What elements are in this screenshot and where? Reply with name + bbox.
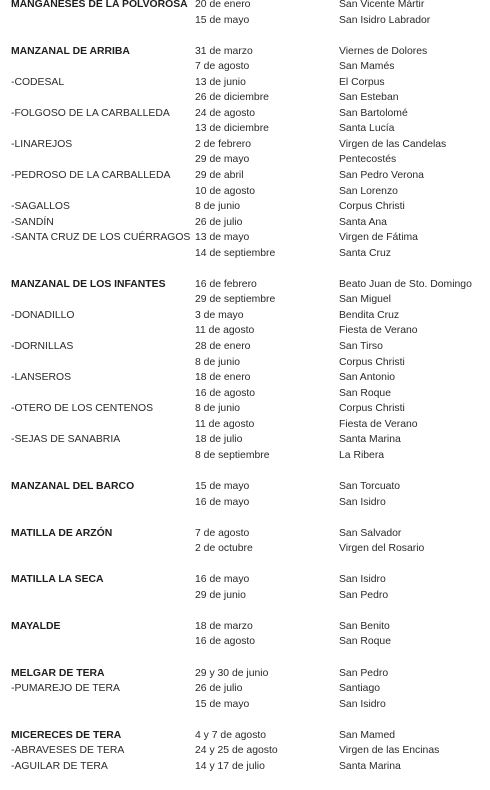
festival-date: 15 de mayo: [195, 14, 250, 26]
table-row: [0, 697, 490, 713]
festival-date: 13 de diciembre: [195, 123, 269, 135]
festival-name: San Pedro: [339, 667, 389, 679]
place-name: -LANSEROS: [11, 372, 72, 384]
festival-date: 29 de septiembre: [195, 294, 276, 306]
festival-name: San Salvador: [339, 527, 402, 539]
festival-date: 10 de agosto: [195, 185, 256, 197]
festival-date: 20 de enero: [195, 0, 251, 10]
table-row: [0, 743, 490, 759]
table-row: [0, 432, 490, 448]
festival-name: San Torcuato: [339, 480, 401, 492]
table-row: [0, 184, 490, 200]
section-spacer: [0, 603, 490, 619]
festival-name: San Roque: [339, 636, 391, 648]
table-row: [0, 495, 490, 511]
table-row: [0, 386, 490, 402]
table-row: [0, 230, 490, 246]
festival-name: Santiago: [339, 683, 381, 695]
place-name: -OTERO DE LOS CENTENOS: [11, 403, 154, 415]
festival-date: 26 de diciembre: [195, 92, 269, 104]
festival-name: Corpus Christi: [339, 403, 405, 415]
festival-date: 14 y 17 de julio: [195, 760, 265, 772]
festival-date: 4 y 7 de agosto: [195, 729, 267, 741]
festival-date: 24 y 25 de agosto: [195, 745, 278, 757]
festival-name: El Corpus: [339, 76, 385, 88]
table-row: [0, 728, 490, 744]
festival-name: Virgen de Fátima: [339, 232, 418, 244]
festival-name: Corpus Christi: [339, 356, 405, 368]
place-name: -SANDÍN: [11, 216, 54, 228]
festival-date: 7 de agosto: [195, 61, 250, 73]
place-name: -SAGALLOS: [11, 201, 70, 213]
festival-name: Bendita Cruz: [339, 309, 400, 321]
festival-name: Santa Marina: [339, 434, 401, 446]
festival-name: San Isidro: [339, 496, 386, 508]
festival-date: 24 de agosto: [195, 107, 256, 119]
table-row: [0, 401, 490, 417]
festival-date: 29 de abril: [195, 170, 244, 182]
place-name: -DORNILLAS: [11, 341, 74, 353]
festival-date: 2 de febrero: [195, 138, 252, 150]
festival-name: Virgen del Rosario: [339, 543, 425, 555]
festival-name: Pentecostés: [339, 154, 397, 166]
festival-name: Santa Cruz: [339, 247, 391, 259]
place-name: MAYALDE: [11, 620, 61, 632]
festival-name: San Pedro Verona: [339, 170, 424, 182]
festival-name: La Ribera: [339, 449, 385, 461]
place-name: MANZANAL DEL BARCO: [11, 480, 135, 492]
place-name: MATILLA DE ARZÓN: [11, 527, 113, 539]
festival-name: San Benito: [339, 620, 390, 632]
festival-name: San Lorenzo: [339, 185, 398, 197]
table-row: [0, 121, 490, 137]
table-row: [0, 355, 490, 371]
table-row: [0, 59, 490, 75]
festival-date: 29 y 30 de junio: [195, 667, 269, 679]
section-spacer: [0, 28, 490, 44]
festival-date: 16 de mayo: [195, 574, 250, 586]
festival-name: San Isidro Labrador: [339, 14, 431, 26]
place-name: MANGANESES DE LA POLVOROSA: [11, 0, 188, 10]
festival-date: 18 de marzo: [195, 620, 253, 632]
table-row: [0, 417, 490, 433]
section-spacer: [0, 557, 490, 573]
place-name: -AGUILAR DE TERA: [11, 760, 108, 772]
festival-name: Fiesta de Verano: [339, 325, 418, 337]
section-spacer: [0, 463, 490, 479]
festival-name: Santa Ana: [339, 216, 387, 228]
festival-date: 8 de junio: [195, 201, 241, 213]
festival-date: 16 de agosto: [195, 387, 256, 399]
table-row: [0, 323, 490, 339]
table-row: [0, 339, 490, 355]
table-row: [0, 308, 490, 324]
festival-date: 18 de enero: [195, 372, 251, 384]
festival-name: San Mamed: [339, 729, 396, 741]
festival-name: San Roque: [339, 387, 391, 399]
festival-name: Viernes de Dolores: [339, 45, 428, 57]
festival-name: Santa Marina: [339, 760, 401, 772]
festival-date: 29 de junio: [195, 589, 246, 601]
table-row: [0, 588, 490, 604]
table-row: [0, 277, 490, 293]
section-spacer: [0, 650, 490, 666]
table-row: [0, 370, 490, 386]
table-row: [0, 137, 490, 153]
place-name: MATILLA LA SECA: [11, 574, 104, 586]
table-row: [0, 75, 490, 91]
table-row: [0, 13, 490, 29]
festival-name: Fiesta de Verano: [339, 418, 418, 430]
festival-date: 26 de julio: [195, 683, 243, 695]
place-name: MANZANAL DE ARRIBA: [11, 45, 130, 57]
place-name: MELGAR DE TERA: [11, 667, 105, 679]
table-row: [0, 90, 490, 106]
festival-date: 8 de junio: [195, 403, 241, 415]
festival-name: San Pedro: [339, 589, 389, 601]
place-name: MANZANAL DE LOS INFANTES: [11, 278, 166, 290]
section-spacer: [0, 510, 490, 526]
table-row: [0, 759, 490, 775]
festival-date: 15 de mayo: [195, 480, 250, 492]
festival-name: San Esteban: [339, 92, 399, 104]
festival-date: 29 de mayo: [195, 154, 250, 166]
festival-date: 16 de febrero: [195, 278, 257, 290]
festival-name: San Vicente Mártir: [339, 0, 425, 10]
table-row: [0, 152, 490, 168]
festival-name: San Mamés: [339, 61, 395, 73]
festival-date: 31 de marzo: [195, 45, 253, 57]
festival-date: 11 de agosto: [195, 418, 255, 430]
table-row: [0, 681, 490, 697]
festival-name: San Antonio: [339, 372, 396, 384]
festival-name: Virgen de las Encinas: [339, 745, 440, 757]
festival-date: 16 de mayo: [195, 496, 250, 508]
festival-date: 8 de septiembre: [195, 449, 270, 461]
place-name: -LINAREJOS: [11, 138, 73, 150]
place-name: -DONADILLO: [11, 309, 75, 321]
table-row: [0, 44, 490, 60]
place-name: -PEDROSO DE LA CARBALLEDA: [11, 170, 171, 182]
place-name: -ABRAVESES DE TERA: [11, 745, 125, 757]
festival-date: 7 de agosto: [195, 527, 250, 539]
table-row: [0, 199, 490, 215]
table-row: [0, 292, 490, 308]
table-row: [0, 168, 490, 184]
festival-name: Virgen de las Candelas: [339, 138, 447, 150]
table-row: [0, 246, 490, 262]
festival-name: Santa Lucía: [339, 123, 395, 135]
table-row: [0, 619, 490, 635]
festival-name: Beato Juan de Sto. Domingo: [339, 278, 472, 290]
place-name: -SEJAS DE SANABRIA: [11, 434, 121, 446]
table-row: [0, 572, 490, 588]
table-row: [0, 634, 490, 650]
place-name: -SANTA CRUZ DE LOS CUÉRRAGOS: [11, 232, 191, 244]
festival-name: Corpus Christi: [339, 201, 405, 213]
place-name: -CODESAL: [11, 76, 65, 88]
festival-date: 2 de octubre: [195, 543, 253, 555]
table-row: [0, 215, 490, 231]
festival-date: 13 de junio: [195, 76, 246, 88]
festival-date: 8 de junio: [195, 356, 241, 368]
festival-date: 13 de mayo: [195, 232, 250, 244]
section-spacer: [0, 261, 490, 277]
festival-date: 18 de julio: [195, 434, 243, 446]
table-row: [0, 0, 490, 13]
festival-name: San Tirso: [339, 341, 383, 353]
place-name: -FOLGOSO DE LA CARBALLEDA: [11, 107, 170, 119]
festival-date: 28 de enero: [195, 341, 251, 353]
place-name: -PUMAREJO DE TERA: [11, 683, 120, 695]
table-row: [0, 106, 490, 122]
place-name: MICERECES DE TERA: [11, 729, 122, 741]
festival-date: 26 de julio: [195, 216, 243, 228]
table-row: [0, 479, 490, 495]
section-spacer: [0, 712, 490, 728]
festival-date: 15 de mayo: [195, 698, 250, 710]
table-row: [0, 526, 490, 542]
festival-date: 3 de mayo: [195, 309, 244, 321]
festival-name: San Isidro: [339, 698, 386, 710]
table-row: [0, 541, 490, 557]
festival-name: San Isidro: [339, 574, 386, 586]
table-row: [0, 666, 490, 682]
festival-name: San Miguel: [339, 294, 391, 306]
table-row: [0, 448, 490, 464]
festival-date: 11 de agosto: [195, 325, 255, 337]
festival-name: San Bartolomé: [339, 107, 408, 119]
festival-date: 14 de septiembre: [195, 247, 276, 259]
festival-date: 16 de agosto: [195, 636, 256, 648]
